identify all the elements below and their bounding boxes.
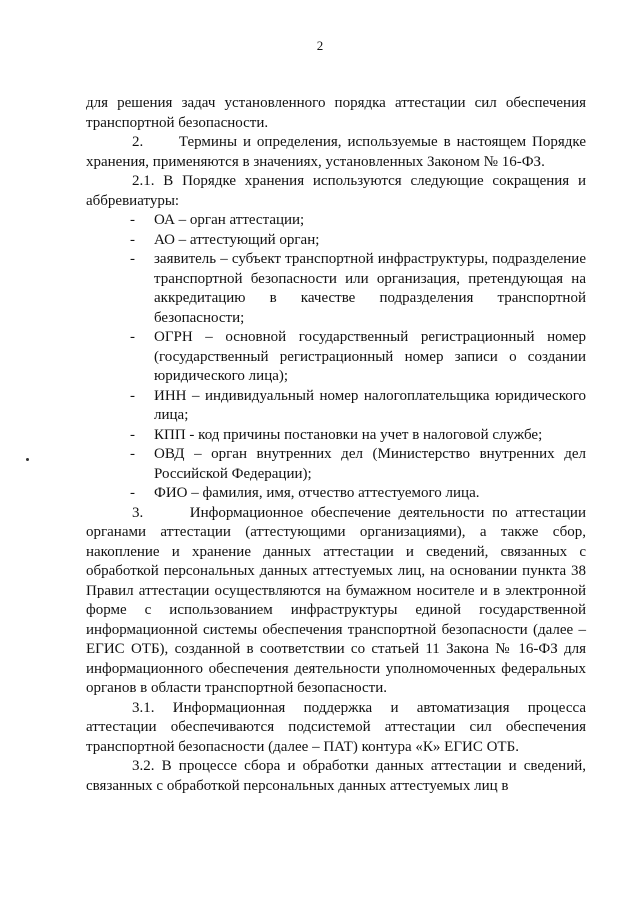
list-bullet: - [130, 426, 135, 443]
list-item [86, 445, 586, 484]
list-item-text: АО – аттестующий орган; [154, 231, 320, 248]
list-item [86, 250, 586, 328]
page-number: 2 [316, 38, 324, 53]
list-item [86, 231, 586, 251]
list-item [86, 387, 586, 426]
list-item [86, 484, 586, 504]
paragraph-continuation: для решения задач установленного порядка аттестации сил обеспечения транспортной безопасности. [86, 95, 586, 131]
list-bullet: - [130, 329, 135, 345]
list-bullet: - [130, 446, 135, 462]
list-item [86, 211, 586, 231]
list-bullet: - [130, 212, 135, 228]
list-item-text: заявитель – субъект транспортной инфраструктуры, подразделение транспортной безопасности или организация, претендующая на аккредитацию в качестве подразделения транспортной безопасности; [154, 251, 586, 326]
document-body [86, 94, 586, 796]
scan-speck [26, 458, 29, 461]
paragraph-3-2: 3.2. В процессе сбора и обработки данных аттестации и сведений, связанных с обработкой персональных данных аттестуемых лиц в [86, 758, 586, 794]
list-item-text: КПП - код причины постановки на учет в налоговой службе; [154, 426, 543, 443]
list-item [86, 328, 586, 387]
paragraph-3: 3. Информационное обеспечение деятельности по аттестации органами аттестации (аттестующими организациями), а также сбор, накопление и хранение данных аттестации и сведений, связанных с обработкой персональных данных аттестуемых лиц, на основании пункта 38 Правил аттестации осуществляются на бумажном носителе и в электронной форме с использованием инфраструктуры единой государственной информационной системы обеспечения транспортной безопасности (далее – ЕГИС ОТБ), созданной в соответствии со статьей 11 Закона № 16-ФЗ для информационного обеспечения деятельности уполномоченных федеральных органов в области транспортной безопасности. [86, 504, 586, 696]
paragraph-2-1: 2.1. В Порядке хранения используются следующие сокращения и аббревиатуры: [86, 173, 586, 209]
list-item-text: ИНН – индивидуальный номер налогоплательщика юридического лица; [154, 387, 586, 423]
list-bullet: - [130, 231, 135, 248]
paragraph-3-1: 3.1. Информационная поддержка и автоматизация процесса аттестации обеспечиваются подсистемой аттестации сил обеспечения транспортной безопасности (далее – ПАТ) контура «К» ЕГИС ОТБ. [86, 699, 586, 755]
paragraph-2: 2. Термины и определения, используемые в настоящем Порядке хранения, применяются в значениях, установленных Законом № 16-ФЗ. [86, 134, 586, 170]
list-bullet: - [130, 485, 135, 501]
list-item-text: ФИО – фамилия, имя, отчество аттестуемого лица. [154, 485, 480, 501]
abbreviation-list [86, 211, 586, 504]
list-item-text: ОВД – орган внутренних дел (Министерство внутренних дел Российской Федерации); [154, 446, 586, 482]
list-bullet: - [130, 251, 135, 267]
list-item-text: ОА – орган аттестации; [154, 212, 305, 228]
list-bullet: - [130, 387, 135, 404]
list-item-text: ОГРН – основной государственный регистрационный номер (государственный регистрационный номер записи о создании юридического лица); [154, 329, 586, 384]
list-item [86, 426, 586, 446]
